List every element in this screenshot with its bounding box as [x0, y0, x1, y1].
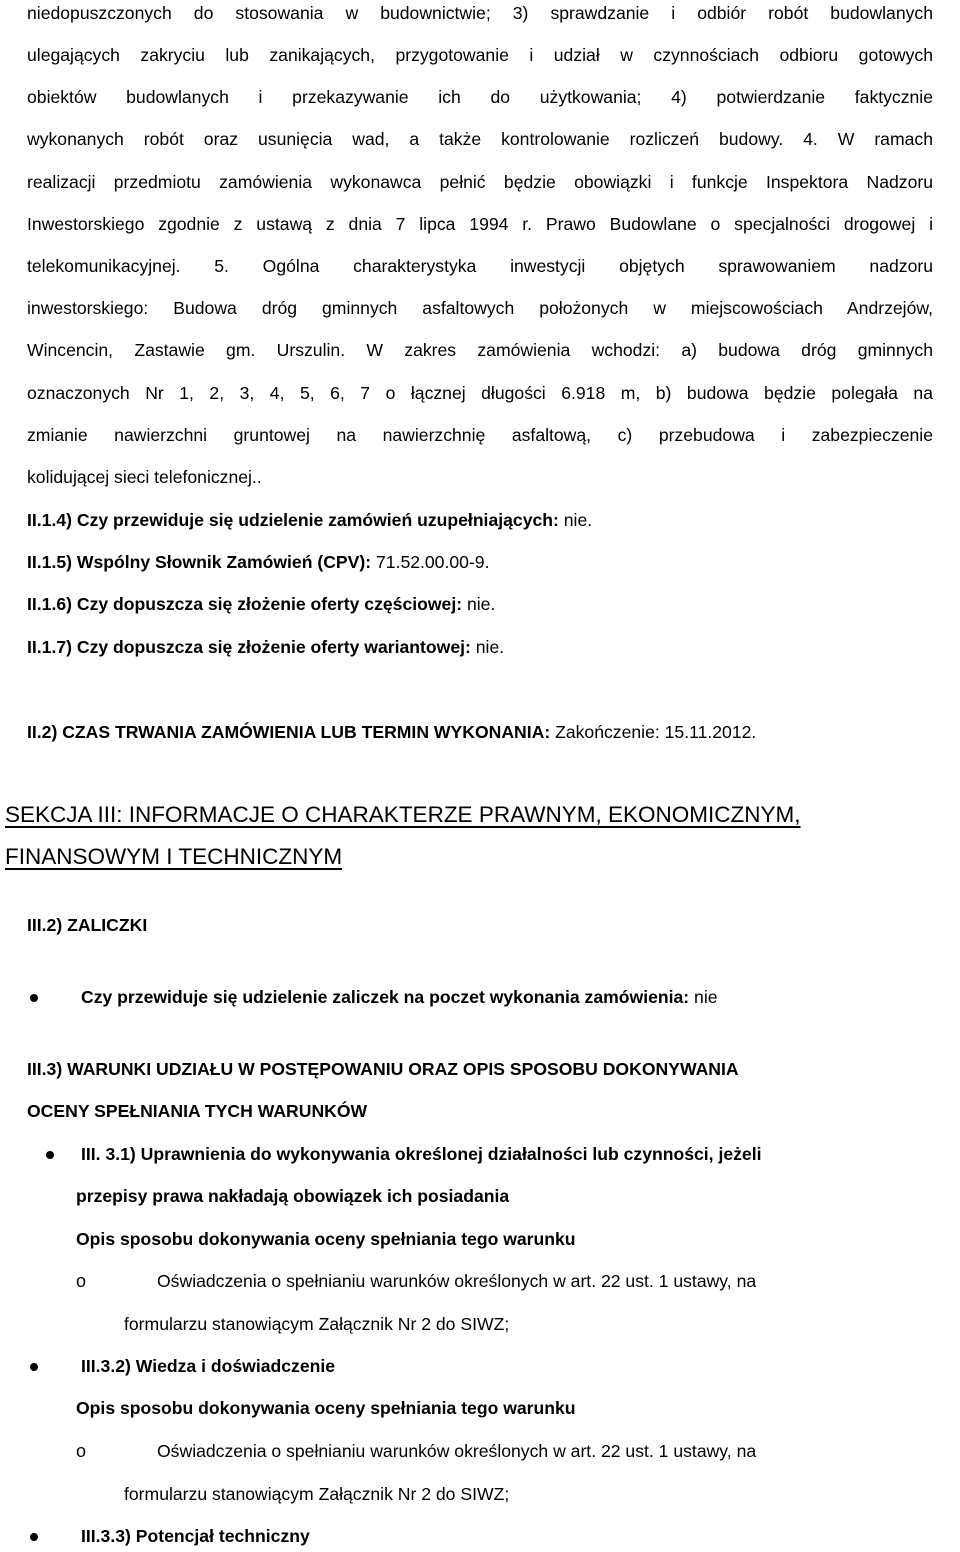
paragraph-line: zmianie nawierzchni gruntowej na nawierzchnię asfaltową, c) przebudowa i zabezpieczenie — [27, 425, 933, 445]
item-ii-1-5 — [27, 551, 489, 573]
paragraph-line: Inwestorskiego zgodnie z ustawą z dnia 7 lipca 1994 r. Prawo Budowlane o specjalności drogowej i — [27, 214, 933, 234]
circle-bullet-icon: o — [76, 1441, 87, 1461]
paragraph-line: kolidującej sieci telefonicznej.. — [27, 467, 262, 487]
item-ii-1-4 — [27, 509, 592, 531]
advance-question-text: Czy przewiduje się udzielenie zaliczek na poczet wykonania zamówienia: — [81, 987, 690, 1007]
condition-title: III. 3.1) Uprawnienia do wykonywania określonej działalności lub czynności, jeżeli — [81, 1144, 762, 1164]
condition-3-1-sub-line1: Oświadczenia o spełnianiu warunków określonych w art. 22 ust. 1 ustawy, na — [157, 1271, 757, 1291]
bullet-icon — [30, 994, 38, 1002]
item-value: 71.52.00.00-9. — [371, 552, 490, 572]
circle-bullet-icon: o — [76, 1271, 87, 1291]
paragraph-line: Wincencin, Zastawie gm. Urszulin. W zakres zamówienia wchodzi: a) budowa dróg gminnych — [27, 340, 933, 360]
paragraph-line: oznaczonych Nr 1, 2, 3, 4, 5, 6, 7 o łącznej długości 6.918 m, b) budowa będzie polegała na — [27, 383, 933, 403]
bullet-icon — [30, 1533, 38, 1541]
condition-3-2-title — [81, 1355, 335, 1377]
item-ii-1-7 — [27, 636, 504, 658]
condition-3-3-title — [81, 1525, 310, 1547]
item-label: II.1.6) Czy dopuszcza się złożenie oferty częściowej: — [27, 594, 463, 614]
bullet-icon — [46, 1151, 54, 1159]
advance-question — [81, 986, 718, 1008]
paragraph-line: inwestorskiego: Budowa dróg gminnych asfaltowych położonych w miejscowościach Andrzejów, — [27, 298, 933, 318]
duration-line — [27, 721, 756, 743]
condition-title: III.3.2) Wiedza i doświadczenie — [81, 1356, 336, 1376]
paragraph-line: niedopuszczonych do stosowania w budownictwie; 3) sprawdzanie i odbiór robót budowlanych — [27, 3, 933, 23]
condition-title: przepisy prawa nakładają obowiązek ich posiadania — [76, 1186, 510, 1206]
item-label: II.1.4) Czy przewiduje się udzielenie zamówień uzupełniających: — [27, 510, 559, 530]
item-ii-1-6 — [27, 593, 495, 615]
item-value: nie. — [462, 594, 496, 614]
condition-3-2-desc — [76, 1397, 576, 1419]
item-label: II.1.7) Czy dopuszcza się złożenie oferty wariantowej: — [27, 637, 471, 657]
condition-3-1-sub-line2: formularzu stanowiącym Załącznik Nr 2 do SIWZ; — [124, 1314, 510, 1334]
conditions-heading-line2 — [27, 1100, 367, 1122]
paragraph-line: obiektów budowlanych i przekazywanie ich do użytkowania; 4) potwierdzanie faktycznie — [27, 87, 933, 107]
condition-3-1-desc — [76, 1228, 576, 1250]
section-title-line1: SEKCJA III: INFORMACJE O CHARAKTERZE PRAWNYM, EKONOMICZNYM, — [5, 802, 801, 827]
paragraph-line: telekomunikacyjnej. 5. Ogólna charakterystyka inwestycji objętych sprawowaniem nadzoru — [27, 256, 933, 276]
section-title-line2: FINANSOWYM I TECHNICZNYM — [5, 844, 343, 869]
conditions-heading-text: III.3) WARUNKI UDZIAŁU W POSTĘPOWANIU ORAZ OPIS SPOSOBU DOKONYWANIA — [27, 1059, 739, 1079]
advance-answer: nie — [689, 987, 718, 1007]
conditions-heading-line1 — [27, 1058, 739, 1080]
item-label: II.1.5) Wspólny Słownik Zamówień (CPV): — [27, 552, 372, 572]
item-value: nie. — [470, 637, 505, 657]
bullet-icon — [30, 1363, 38, 1371]
advance-heading-text: III.2) ZALICZKI — [27, 915, 148, 935]
duration-value: Zakończenie: 15.11.2012. — [550, 722, 757, 742]
item-value: nie. — [558, 510, 593, 530]
condition-desc: Opis sposobu dokonywania oceny spełniania tego warunku — [76, 1398, 576, 1418]
condition-3-2-sub-line2: formularzu stanowiącym Załącznik Nr 2 do SIWZ; — [124, 1484, 510, 1504]
condition-3-1-line2 — [76, 1185, 509, 1207]
condition-desc: Opis sposobu dokonywania oceny spełniania tego warunku — [76, 1229, 576, 1249]
paragraph-line: wykonanych robót oraz usunięcia wad, a także kontrolowanie rozliczeń budowy. 4. W ramach — [27, 129, 933, 149]
paragraph-line: ulegających zakryciu lub zanikających, przygotowanie i udział w czynnościach odbioru gotowych — [27, 45, 933, 65]
duration-label: II.2) CZAS TRWANIA ZAMÓWIENIA LUB TERMIN WYKONANIA: — [27, 722, 551, 742]
condition-title: III.3.3) Potencjał techniczny — [81, 1526, 310, 1546]
condition-3-1-line1 — [81, 1143, 762, 1165]
conditions-heading-text: OCENY SPEŁNIANIA TYCH WARUNKÓW — [27, 1101, 368, 1121]
condition-3-2-sub-line1: Oświadczenia o spełnianiu warunków określonych w art. 22 ust. 1 ustawy, na — [157, 1441, 757, 1461]
paragraph-line: realizacji przedmiotu zamówienia wykonawca pełnić będzie obowiązki i funkcje Inspektora Nadzoru — [27, 172, 933, 192]
advance-heading — [27, 914, 147, 936]
